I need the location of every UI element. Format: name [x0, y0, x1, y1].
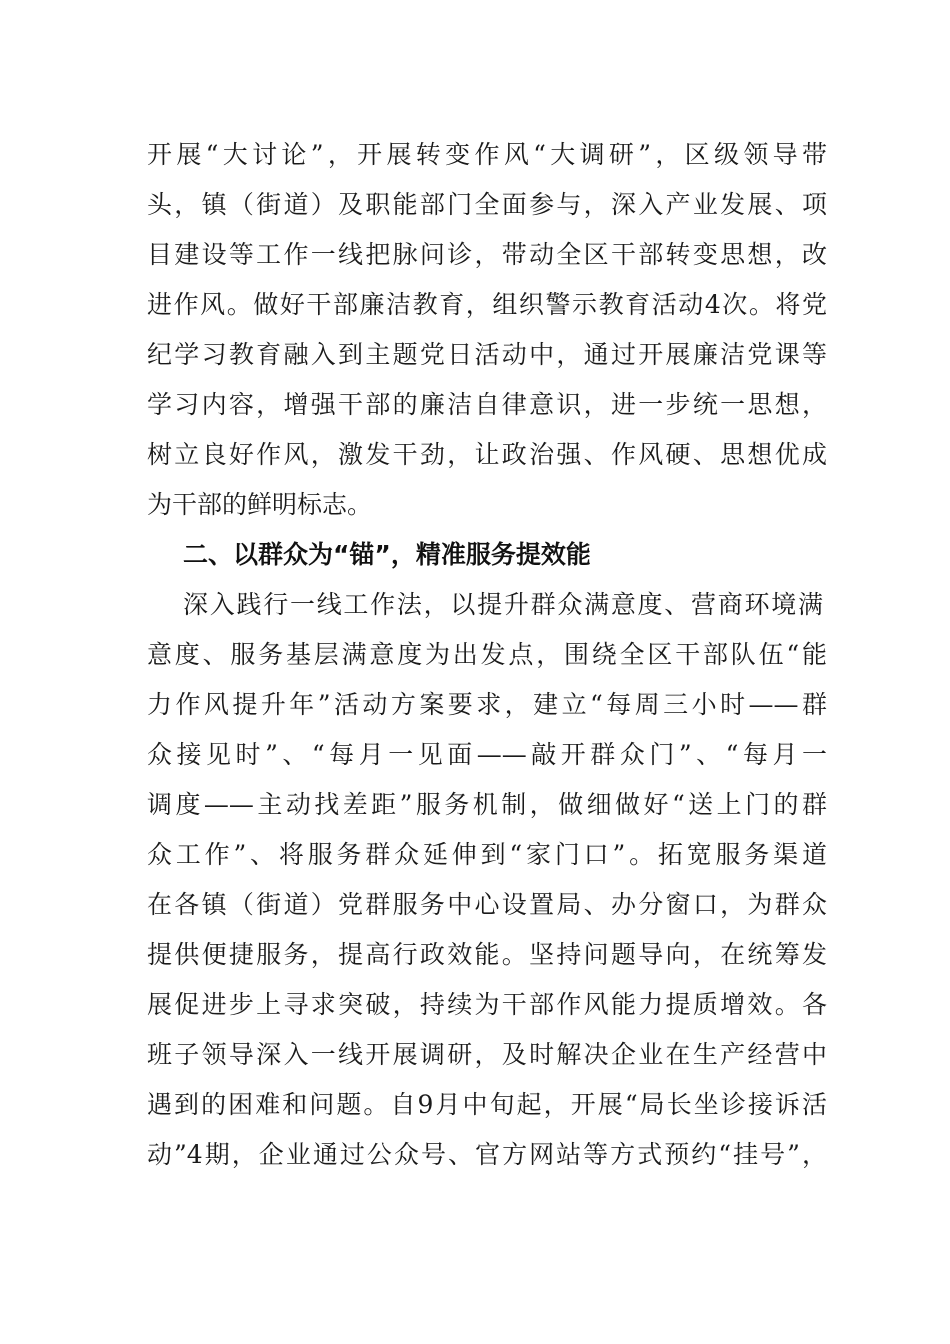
text-line: 众工作”、将服务群众延伸到“家门口”。拓宽服务渠道 — [147, 840, 827, 869]
text-line: 意度、服务基层满意度为出发点，围绕全区干部队伍“能 — [147, 640, 827, 669]
text-line: 提供便捷服务，提高行政效能。坚持问题导向，在统筹发 — [147, 940, 827, 969]
text-line: 众接见时”、“每月一见面——敲开群众门”、“每月一 — [147, 740, 827, 769]
text-line: 展促进步上寻求突破，持续为干部作风能力提质增效。各 — [147, 990, 827, 1019]
text-line: 深入践行一线工作法，以提升群众满意度、营商环境满 — [183, 590, 823, 619]
text-line: 纪学习教育融入到主题党日活动中，通过开展廉洁党课等 — [147, 340, 827, 369]
text-line: 班子领导深入一线开展调研，及时解决企业在生产经营中 — [147, 1040, 827, 1069]
text-line: 为干部的鲜明标志。 — [147, 490, 373, 519]
text-line: 树立良好作风，激发干劲，让政治强、作风硬、思想优成 — [147, 440, 827, 469]
text-line: 开展“大讨论”，开展转变作风“大调研”，区级领导带 — [147, 140, 827, 169]
text-line: 力作风提升年”活动方案要求，建立“每周三小时——群 — [147, 690, 827, 719]
text-line: 学习内容，增强干部的廉洁自律意识，进一步统一思想， — [147, 390, 827, 419]
text-line: 调度——主动找差距”服务机制，做细做好“送上门的群 — [147, 790, 827, 819]
text-line: 进作风。做好干部廉洁教育，组织警示教育活动4次。将党 — [147, 290, 827, 319]
text-line: 头，镇（街道）及职能部门全面参与，深入产业发展、项 — [147, 190, 827, 219]
text-line: 在各镇（街道）党群服务中心设置局、办分窗口，为群众 — [147, 890, 827, 919]
text-line: 动”4期，企业通过公众号、官方网站等方式预约“挂号”， — [147, 1140, 827, 1169]
text-line: 目建设等工作一线把脉问诊，带动全区干部转变思想，改 — [147, 240, 827, 269]
text-line: 遇到的困难和问题。自9月中旬起，开展“局长坐诊接诉活 — [147, 1090, 827, 1119]
section-heading: 二、以群众为“锚”，精准服务提效能 — [183, 540, 591, 569]
